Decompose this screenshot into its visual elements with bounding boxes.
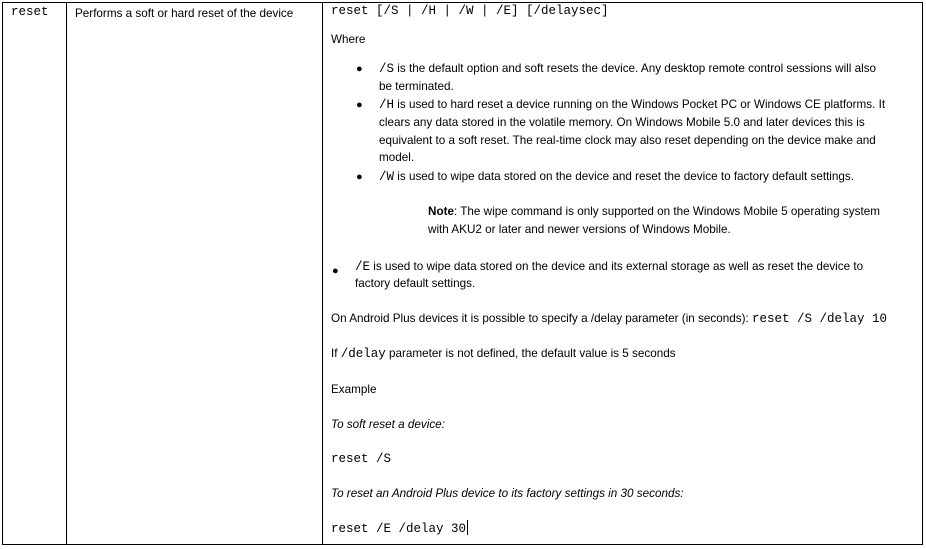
example1-caption: To soft reset a device: [331,418,445,431]
bullet-s-line1: /S is the default option and soft resets the device. Any desktop remote control sessions will also [379,62,877,76]
example2-caption: To reset an Android Plus device to its factory settings in 30 seconds: [331,487,684,500]
example1-code: reset /S [331,452,392,466]
description-cell [67,3,323,544]
note-line2: with AKU2 or later and newer versions of Windows Mobile. [428,223,731,236]
bullet-h-line4: model. [379,151,415,164]
bullet-dot-icon: ● [356,99,363,111]
syntax-line: reset [/S | /H | /W | /E] [/delaysec] [331,4,609,18]
command-cell [3,3,67,544]
where-label: Where [331,33,366,46]
delay-default-line: If /delay parameter is not defined, the default value is 5 seconds [331,347,676,361]
text-cursor [467,520,468,535]
command-table [2,2,923,545]
bullet-e-line2: factory default settings. [355,277,476,290]
note-line1: Note: The wipe command is only supported on the Windows Mobile 5 operating system [428,205,880,218]
example-label: Example [331,383,377,396]
bullet-dot-icon: ● [332,265,339,277]
command-name: reset [11,5,49,19]
bullet-h-line1: /H is used to hard reset a device running on the Windows Pocket PC or Windows CE platforms. It [379,98,886,112]
bullet-s-line2: be terminated. [379,80,454,93]
details-cell [323,3,922,544]
bullet-dot-icon: ● [356,63,363,75]
command-description: Performs a soft or hard reset of the device [75,7,294,20]
android-delay-line: On Android Plus devices it is possible to specify a /delay parameter (in seconds): reset /S /delay 10 [331,312,887,326]
example2-code[interactable]: reset /E /delay 30 [331,522,467,536]
bullet-h-line2: clears any data stored in the volatile memory. On Windows Mobile 5.0 and later devices this is [379,116,865,129]
bullet-dot-icon: ● [356,171,363,183]
bullet-e-line1: /E is used to wipe data stored on the device and its external storage as well as reset the device to [355,260,864,274]
bullet-w-line1: /W is used to wipe data stored on the device and reset the device to factory default settings. [379,170,854,184]
bullet-h-line3: equivalent to a soft reset. The real-time clock may also reset depending on the device make and [379,134,876,147]
